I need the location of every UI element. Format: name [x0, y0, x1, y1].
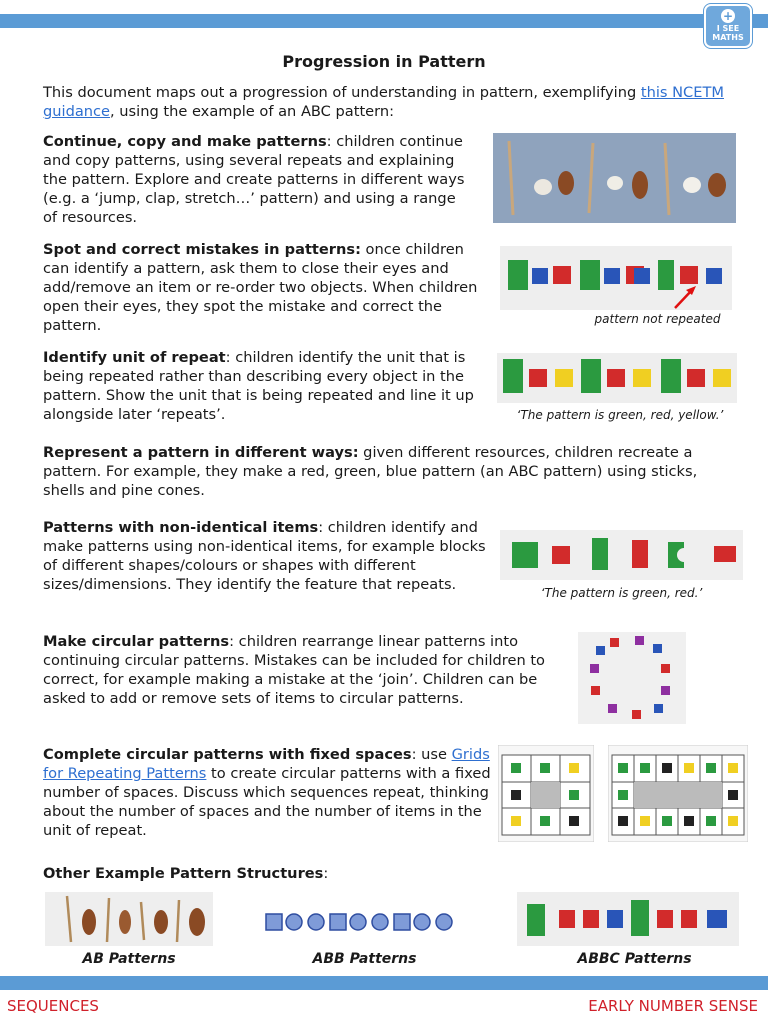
footer-right-label: EARLY NUMBER SENSE [588, 997, 758, 1015]
section-colon: : [323, 865, 329, 882]
section-body: : children rearrange linear patterns into continuing circular patterns. Mistakes can be included for children to correct, for example making a mistake at the ‘join’. Children can be asked to add or remove sets of items to circular patterns. [43, 633, 545, 707]
logo-line-1: I SEE [716, 24, 740, 33]
footer-left-label: SEQUENCES [7, 997, 99, 1015]
intro-paragraph [43, 83, 743, 121]
grids-for-repeating-patterns-link[interactable]: Grids for Repeating Patterns [43, 746, 490, 782]
section-body-start: : use [411, 746, 452, 763]
grid-photo-small [498, 745, 594, 842]
section-heading: Identify unit of repeat [43, 349, 226, 366]
plus-icon: + [722, 9, 734, 23]
non-identical-blocks-photo [500, 530, 743, 580]
section-heading: Other Example Pattern Structures [43, 865, 324, 882]
caption-abb-patterns: ABB Patterns [312, 951, 417, 967]
top-banner [0, 14, 768, 28]
intro-text-end: , using the example of an ABC pattern: [110, 103, 395, 120]
caption-green-red: ‘The pattern is green, red.’ [540, 586, 703, 600]
section-spot-mistakes [43, 240, 483, 335]
section-heading: Spot and correct mistakes in patterns: [43, 241, 361, 258]
section-body: : children identify and make patterns using non-identical items, for example blocks of different shapes/colours or shapes with different sizes/dimensions. They identify the feature that repeats. [43, 519, 486, 593]
section-non-identical [43, 518, 488, 594]
section-body: to create circular patterns with a fixed number of spaces. Discuss which sequences repeat, thinking about the number of spaces and the number of items in the unit of repeat. [43, 765, 491, 839]
section-heading: Patterns with non-identical items [43, 519, 319, 536]
logo-line-2: MATHS [712, 33, 744, 42]
section-fixed-spaces [43, 745, 493, 840]
intro-text-start: This document maps out a progression of understanding in pattern, exemplifying [43, 84, 641, 101]
section-other-structures [43, 864, 443, 883]
section-body: : children identify the unit that is being repeated rather than describing every object in the pattern. Show the unit that is being repeated and line it up alongside later ‘repeats’. [43, 349, 474, 423]
page-title: Progression in Pattern [282, 52, 486, 71]
section-heading: Complete circular patterns with fixed spaces [43, 746, 412, 763]
i-see-maths-logo [704, 4, 752, 48]
ab-pattern-photo [45, 892, 213, 946]
grid-photo-large [608, 745, 748, 842]
caption-pattern-not-repeated: pattern not repeated [594, 312, 721, 326]
abbc-pattern-photo [517, 892, 739, 946]
section-heading: Continue, copy and make patterns [43, 133, 327, 150]
caption-green-red-yellow: ‘The pattern is green, red, yellow.’ [516, 408, 724, 422]
caption-abbc-patterns: ABBC Patterns [577, 951, 692, 967]
section-body: : children continue and copy patterns, using several repeats and explaining the pattern. Explore and create patterns in different ways (e.g. a ‘jump, clap, stretch…’ pattern) and using a range of resources. [43, 133, 465, 226]
section-body: once children can identify a pattern, ask them to close their eyes and add/remove an item or re-order two objects. When children open their eyes, they spot the mistake and correct the pattern. [43, 241, 478, 334]
ncetm-guidance-link[interactable]: this NCETM guidance [43, 84, 724, 120]
blocks-mistake-photo [500, 246, 732, 310]
section-circular [43, 632, 548, 708]
section-unit-of-repeat [43, 348, 483, 424]
caption-ab-patterns: AB Patterns [82, 951, 176, 967]
circular-pattern-photo [578, 632, 686, 724]
section-represent [43, 443, 743, 500]
abb-pattern-shapes [262, 910, 472, 934]
bottom-banner [0, 976, 768, 990]
section-continue [43, 132, 473, 227]
section-heading: Make circular patterns [43, 633, 230, 650]
sticks-stones-cones-photo [493, 133, 736, 223]
section-heading: Represent a pattern in different ways: [43, 444, 359, 461]
green-red-yellow-blocks-photo [497, 353, 737, 403]
section-body: given different resources, children recreate a pattern. For example, they make a red, green, blue pattern (an ABC pattern) using sticks, shells and pine cones. [43, 444, 698, 499]
